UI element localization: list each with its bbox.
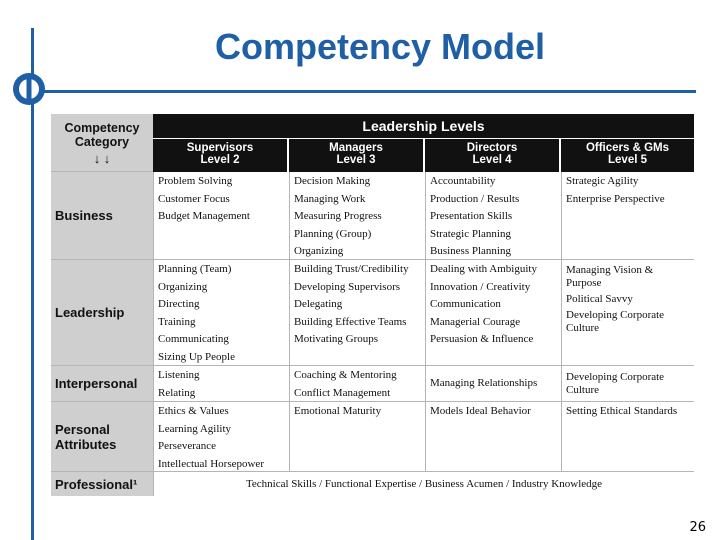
level-header-supervisors [153,139,287,172]
competency-cell [425,260,561,366]
competency-item: Communication [430,298,501,311]
category-label: Professional¹ [55,476,138,492]
level-name: Managers [329,142,383,154]
professional-text: Technical Skills / Functional Expertise / Business Acumen / Industry Knowledge [245,478,603,490]
competency-item: Customer Focus [158,192,230,205]
competency-item: Planning (Team) [158,263,232,275]
competency-cell [153,402,289,472]
category-label: Interpersonal [55,376,138,391]
slide-title: Competency Model [214,26,546,67]
category-cell-interpersonal [51,366,153,402]
competency-item: Planning (Group) [294,227,372,240]
competency-item: Building Trust/Credibility [294,263,409,275]
competency-cell [561,366,694,402]
competency-item: Learning Agility [158,422,232,435]
company-logo-icon [12,72,46,106]
competency-cell [425,402,561,472]
competency-item: Relating [158,386,196,399]
competency-cell [289,402,425,472]
competency-item: Strategic Agility [566,175,639,187]
level-header-officers [561,139,694,172]
competency-item: Perseverance [158,440,217,453]
competency-item: Developing Corporate Culture [566,371,665,396]
level-number: Level 3 [336,154,376,166]
competency-item: Models Ideal Behavior [430,405,531,417]
competency-item: Training [158,315,196,328]
level-header-directors [425,139,559,172]
top-accent-line [31,90,696,93]
level-name: Directors [466,142,518,154]
competency-item: Political Savvy [566,293,633,305]
competency-item: Building Effective Teams [294,315,407,328]
level-number: Level 4 [472,154,512,166]
competency-cell [289,260,425,366]
competency-item: Communicating [158,333,229,346]
competency-item: Ethics & Values [158,405,229,417]
category-cell-professional [51,472,153,496]
competency-item: Production / Results [430,192,520,205]
competency-cell [153,366,289,402]
category-arrows: ↓ ↓ [93,151,111,166]
competency-item: Business Planning [430,245,511,258]
competency-item: Conflict Management [294,386,391,399]
competency-cell [289,366,425,402]
competency-item: Managing Work [294,192,366,205]
level-number: Level 2 [200,154,240,166]
competency-item: Developing Corporate Culture [566,309,665,334]
competency-item: Managing Relationships [430,376,538,389]
competency-item: Organizing [294,245,344,258]
competency-cell [561,260,694,366]
competency-item: Emotional Maturity [294,405,382,417]
category-label: Leadership [55,305,125,320]
competency-item: Accountability [430,175,496,187]
competency-item: Intellectual Horsepower [158,457,264,470]
competency-item: Measuring Progress [294,210,382,223]
competency-item: Enterprise Perspective [566,192,665,205]
competency-item: Coaching & Mentoring [294,369,397,381]
competency-item: Innovation / Creativity [430,280,531,293]
leadership-levels-title: Leadership Levels [362,118,485,134]
competency-item: Organizing [158,280,208,293]
professional-cell [153,472,694,496]
competency-cell [153,260,289,366]
competency-item: Sizing Up People [158,350,235,363]
competency-item: Persuasion & Influence [430,333,534,346]
competency-item: Listening [158,369,200,381]
competency-item: Setting Ethical Standards [566,405,678,417]
competency-item: Developing Supervisors [294,280,401,293]
category-cell-personal-attributes [51,402,153,472]
competency-item: Delegating [294,298,343,311]
level-number: Level 5 [608,154,647,166]
leadership-levels-banner [153,114,694,138]
competency-item: Decision Making [294,175,371,187]
competency-item: Directing [158,298,200,311]
competency-cell [561,172,694,260]
competency-item: Presentation Skills [430,210,513,223]
competency-cell [153,172,289,260]
competency-item: Dealing with Ambiguity [430,263,537,275]
category-header-cell [51,114,153,172]
competency-cell [289,172,425,260]
competency-item: Strategic Planning [430,227,511,240]
competency-cell [561,402,694,472]
category-cell-leadership [51,260,153,366]
category-header: Competency Category [64,121,140,149]
competency-table [51,114,694,496]
competency-item: Motivating Groups [294,333,379,346]
level-name: Supervisors [186,142,254,154]
competency-item: Managerial Courage [430,315,521,328]
page-number: 26 [689,520,706,535]
category-cell-business [51,172,153,260]
category-label: Business [55,208,113,223]
level-header-managers [289,139,423,172]
level-name: Officers & GMs [585,142,670,154]
competency-cell [425,366,561,402]
category-label: Personal Attributes [55,421,117,452]
competency-cell [425,172,561,260]
competency-item: Managing Vision & Purpose [566,264,654,289]
competency-item: Budget Management [158,210,250,223]
competency-item: Problem Solving [158,175,233,187]
